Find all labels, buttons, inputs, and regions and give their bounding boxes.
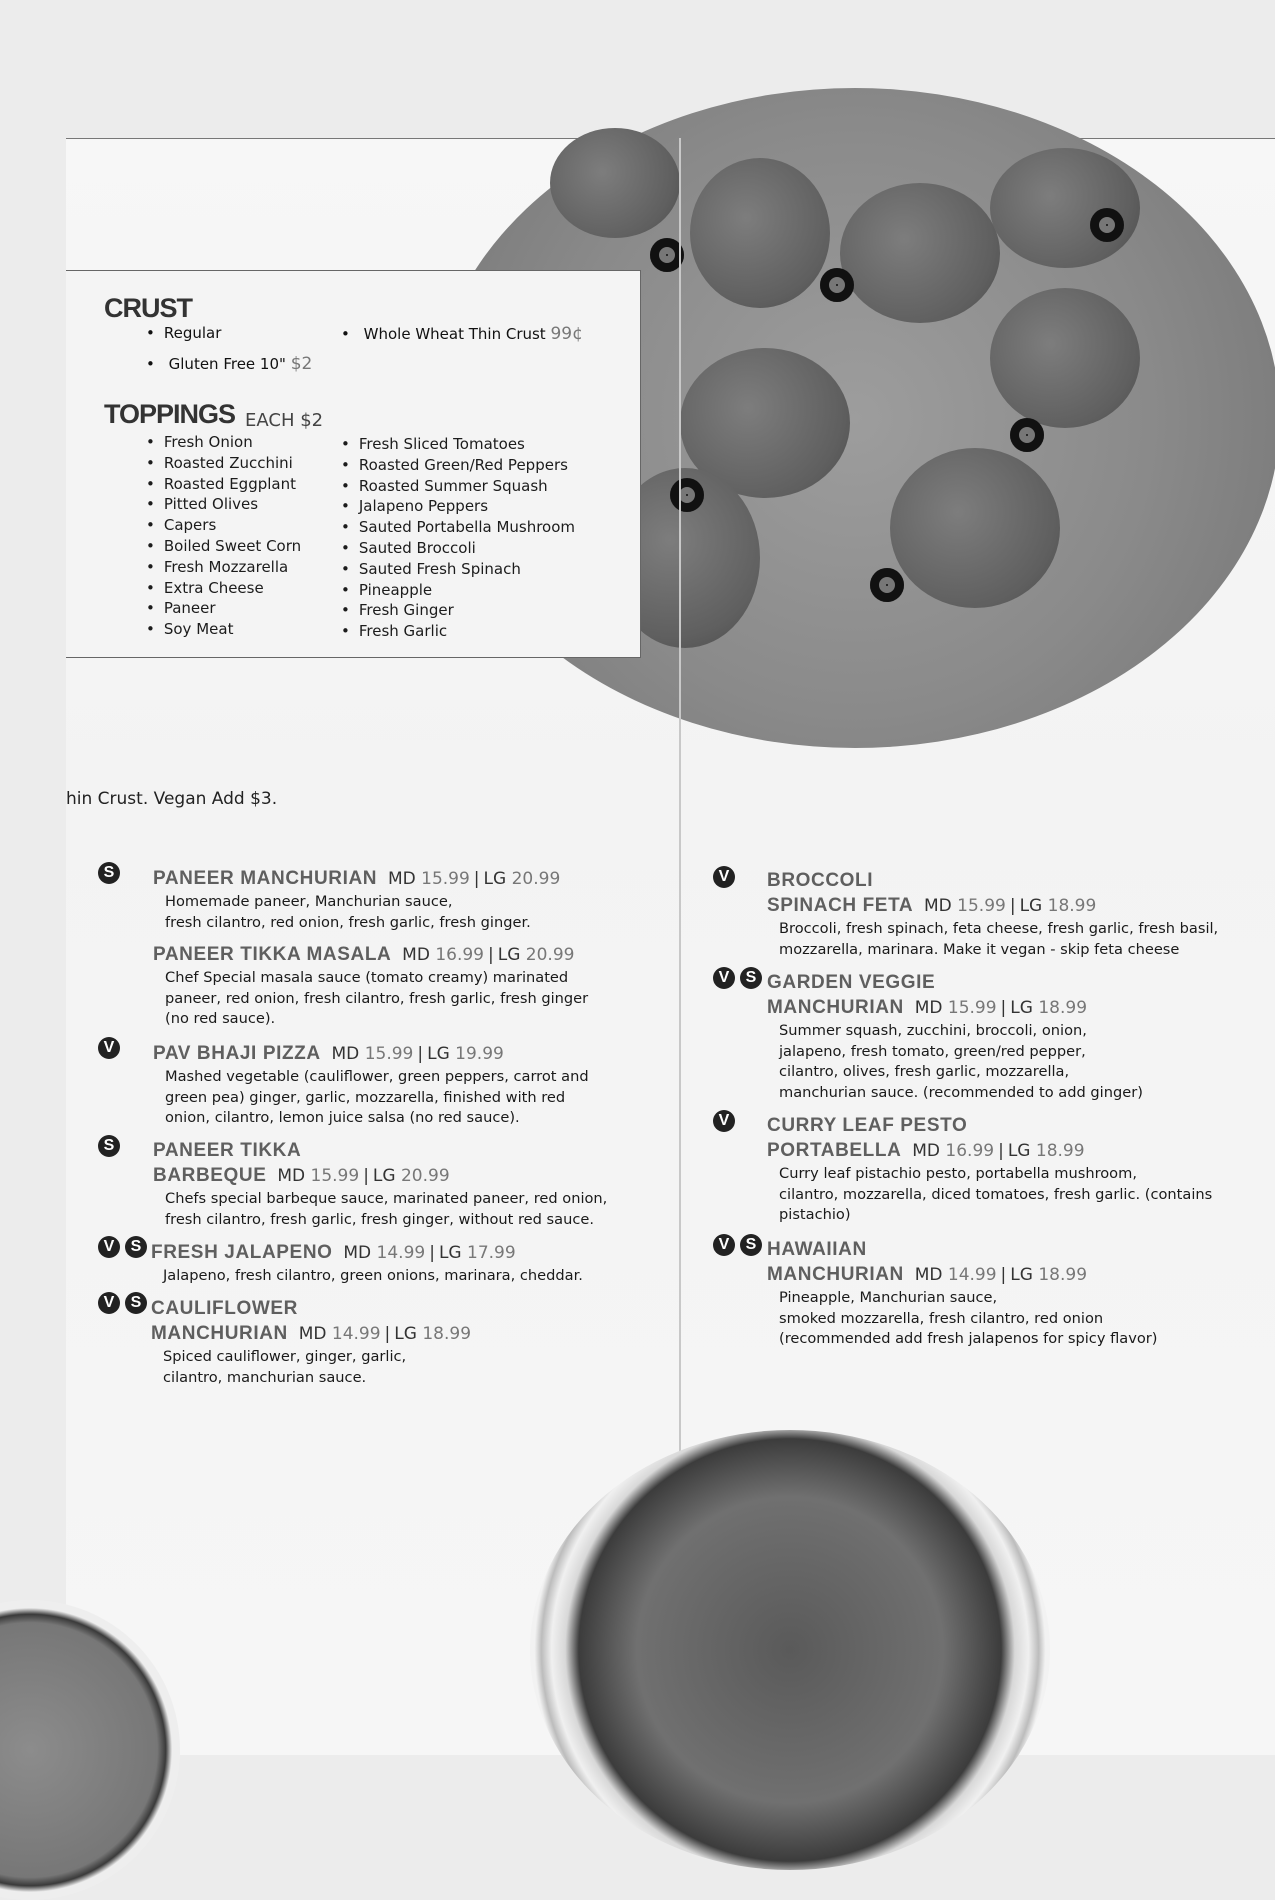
- toppings-list-right: [341, 434, 575, 642]
- topping-item: • Roasted Summer Squash: [341, 476, 575, 497]
- toppings-heading: TOPPINGS: [104, 399, 236, 429]
- item-description: Broccoli, fresh spinach, feta cheese, fresh garlic, fresh basil, mozzarella, marinara. Make it vegan - skip feta cheese: [779, 920, 1219, 958]
- menu-item: [767, 868, 1218, 960]
- menu-item: [151, 1296, 471, 1388]
- item-description: Mashed vegetable (cauliflower, green peppers, carrot and green pea) ginger, garlic, mozzarella, finished with red onion, cilantro, lemon juice salsa (no red sauce).: [165, 1068, 589, 1126]
- item-description: Homemade paneer, Manchurian sauce, fresh cilantro, red onion, fresh garlic, fresh ginger.: [165, 893, 531, 931]
- item-description: Chefs special barbeque sauce, marinated paneer, red onion, fresh cilantro, fresh garlic, fresh ginger, without red sauce.: [165, 1190, 608, 1228]
- toppings-list-left: [146, 432, 301, 640]
- pasta-bowl-photo: [530, 1430, 1050, 1870]
- diet-badges: [98, 862, 120, 884]
- item-description: Curry leaf pistachio pesto, portabella mushroom, cilantro, mozzarella, diced tomatoes, fresh garlic. (contains pistachio): [779, 1165, 1213, 1223]
- spicy-badge-icon: S: [125, 1292, 147, 1314]
- vegan-badge-icon: V: [98, 1037, 120, 1059]
- toppings-price: EACH $2: [245, 410, 324, 431]
- item-name: CURRY LEAF PESTO: [767, 1115, 968, 1136]
- topping-item: • Pineapple: [341, 580, 575, 601]
- item-name-line2: BARBEQUE MD 15.99 | LG 20.99: [153, 1165, 450, 1186]
- diet-badges: [98, 1135, 120, 1157]
- topping-item: • Pitted Olives: [146, 494, 301, 515]
- vegan-badge-icon: V: [98, 1292, 120, 1314]
- vegan-badge-icon: V: [713, 1110, 735, 1132]
- topping-item: • Fresh Ginger: [341, 600, 575, 621]
- topping-item: • Fresh Onion: [146, 432, 301, 453]
- menu-item: [153, 866, 560, 933]
- item-name: FRESH JALAPENO MD 14.99 | LG 17.99: [151, 1242, 516, 1263]
- item-description: Chef Special masala sauce (tomato creamy) marinated paneer, red onion, fresh cilantro, fresh garlic, fresh ginger (no red sauce).: [165, 969, 589, 1027]
- menu-item: [767, 970, 1143, 1103]
- item-name: GARDEN VEGGIE: [767, 972, 936, 993]
- topping-item: • Sauted Portabella Mushroom: [341, 517, 575, 538]
- topping-item: • Soy Meat: [146, 619, 301, 640]
- menu-item: [767, 1113, 1212, 1226]
- item-name-line2: SPINACH FETA MD 15.99 | LG 18.99: [767, 895, 1097, 916]
- topping-item: • Boiled Sweet Corn: [146, 536, 301, 557]
- diet-badges: [713, 967, 762, 989]
- topping-item: • Paneer: [146, 598, 301, 619]
- topping-item: • Jalapeno Peppers: [341, 496, 575, 517]
- topping-item: • Roasted Green/Red Peppers: [341, 455, 575, 476]
- crust-heading: CRUST: [104, 293, 192, 323]
- item-description: Pineapple, Manchurian sauce, smoked mozzarella, fresh cilantro, red onion (recommended add fresh jalapenos for spicy flavor): [779, 1289, 1158, 1347]
- item-name: PANEER TIKKA MASALA MD 16.99 | LG 20.99: [153, 944, 575, 965]
- item-description: Summer squash, zucchini, broccoli, onion, jalapeno, fresh tomato, green/red pepper, cilantro, olives, fresh garlic, mozzarella, manchurian sauce. (recommended to add ginger): [779, 1022, 1143, 1101]
- item-name: BROCCOLI: [767, 870, 874, 891]
- item-name: PAV BHAJI PIZZA MD 15.99 | LG 19.99: [153, 1043, 504, 1064]
- item-name: HAWAIIAN: [767, 1239, 867, 1260]
- crust-option: • Whole Wheat Thin Crust 99¢: [341, 324, 583, 344]
- topping-item: • Sauted Fresh Spinach: [341, 559, 575, 580]
- menu-item: [153, 1138, 607, 1230]
- spicy-badge-icon: S: [98, 1135, 120, 1157]
- item-name-line2: PORTABELLA MD 16.99 | LG 18.99: [767, 1140, 1085, 1161]
- spicy-badge-icon: S: [125, 1236, 147, 1258]
- topping-item: • Fresh Sliced Tomatoes: [341, 434, 575, 455]
- vegan-badge-icon: V: [713, 866, 735, 888]
- menu-item: [153, 942, 588, 1030]
- item-description: Jalapeno, fresh cilantro, green onions, marinara, cheddar.: [163, 1267, 583, 1284]
- item-description: Spiced cauliflower, ginger, garlic, cilantro, manchurian sauce.: [163, 1348, 407, 1386]
- topping-item: • Sauted Broccoli: [341, 538, 575, 559]
- vegan-badge-icon: V: [713, 967, 735, 989]
- diet-badges: [98, 1236, 147, 1258]
- topping-item: • Roasted Zucchini: [146, 453, 301, 474]
- topping-item: • Fresh Mozzarella: [146, 557, 301, 578]
- vegan-badge-icon: V: [713, 1234, 735, 1256]
- spicy-badge-icon: S: [740, 967, 762, 989]
- spicy-badge-icon: S: [740, 1234, 762, 1256]
- topping-item: • Extra Cheese: [146, 578, 301, 599]
- diet-badges: [98, 1292, 147, 1314]
- topping-item: • Roasted Eggplant: [146, 474, 301, 495]
- menu-item: [151, 1240, 583, 1287]
- item-name: CAULIFLOWER: [151, 1298, 298, 1319]
- crust-option: • Regular: [146, 324, 221, 342]
- spicy-badge-icon: S: [98, 862, 120, 884]
- menu-item: [767, 1237, 1157, 1350]
- diet-badges: [713, 866, 735, 888]
- vegan-badge-icon: V: [98, 1236, 120, 1258]
- item-name-line2: MANCHURIAN MD 14.99 | LG 18.99: [151, 1323, 472, 1344]
- topping-item: • Capers: [146, 515, 301, 536]
- item-name: PANEER MANCHURIAN MD 15.99 | LG 20.99: [153, 868, 561, 889]
- diet-badges: [713, 1110, 735, 1132]
- diet-badges: [713, 1234, 762, 1256]
- topping-item: • Fresh Garlic: [341, 621, 575, 642]
- crust-toppings-box: [66, 270, 641, 658]
- item-name-line2: MANCHURIAN MD 15.99 | LG 18.99: [767, 997, 1088, 1018]
- diet-badges: [98, 1037, 120, 1059]
- vegan-note: hin Crust. Vegan Add $3.: [66, 789, 278, 809]
- item-name-line2: MANCHURIAN MD 14.99 | LG 18.99: [767, 1264, 1088, 1285]
- item-name: PANEER TIKKA: [153, 1140, 302, 1161]
- menu-item: [153, 1041, 589, 1129]
- crust-option: • Gluten Free 10" $2: [146, 354, 312, 374]
